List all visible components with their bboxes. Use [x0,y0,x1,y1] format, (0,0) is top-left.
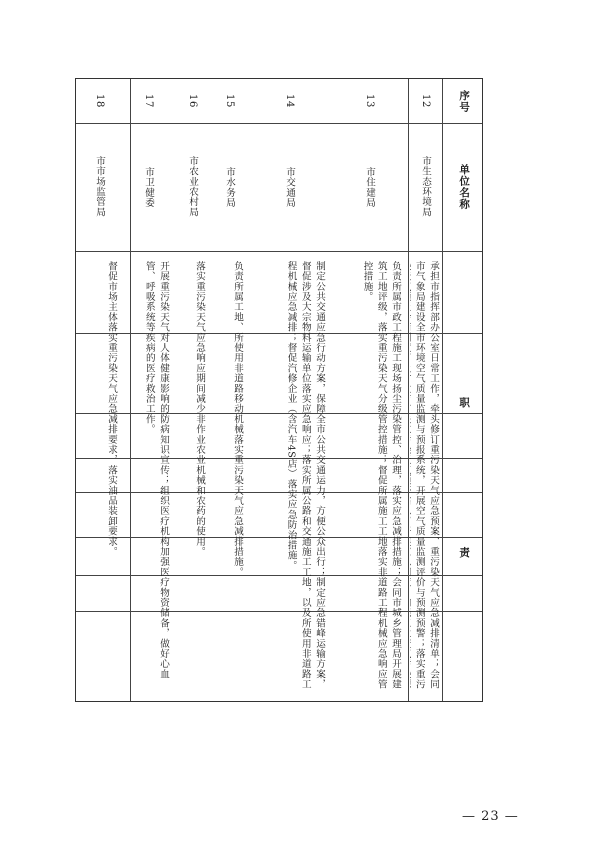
row-14-seq: 14 [284,94,296,108]
page-number: — 23 — [462,809,519,824]
header-seq: 序号 [458,89,471,113]
row-17-seq: 17 [143,94,155,108]
row-15-unit: 市水务局 [224,166,236,208]
row-17-unit: 市卫健委 [143,166,155,208]
duty-table-lower [75,78,483,702]
row-15-duty: 负责所属工地、所使用非道路移动机械落实重污染天气应急减排措施。 [232,261,243,578]
row-12-seq: 12 [420,94,432,108]
row-12-duty: 承担市指挥部办公室日常工作，牵头修订重污染天气应急预案、重污染天气应急减排清单；会同市气象局建设全市环境空气质量监测与预报系统，开展空气质量监测评价与预测预警；落实重污 [413,261,439,690]
row-18-seq: 18 [94,94,106,108]
row-17-duty: 开展重污染天气对人体健康影响的防病知识宣传；组织医疗机构加强医疗物资储备，做好心血管、呼吸系统等疾病的医疗救治工作。 [143,261,169,680]
row-14-unit: 市交通局 [284,166,296,208]
header-unit: 单位名称 [458,164,471,210]
row-13-unit: 市住建局 [364,166,376,208]
header-duty-char-1: 职 [458,396,471,407]
row-14-duty: 制定公共交通应急行动方案，保障全市公共交通运力，方便公众出行；制定应急错峰运输方案，督促涉及大宗物料运输单位落实应急响应；落实所属公路和交通施工工地，以及所使用非道路工程机械应急减排；督促汽修企业（含汽车4S店）落实应急防治措施。 [285,261,325,690]
row-16-duty: 落实重污染天气应急响应期间减少非作业农业机械和农药的使用。 [194,261,205,557]
row-18-unit: 市市场监管局 [94,156,106,218]
row-12-unit: 市生态环境局 [420,156,432,218]
header-duty-char-2: 责 [458,547,471,558]
row-15-seq: 15 [224,94,236,108]
row-13-seq: 13 [364,94,376,108]
row-18-duty: 督促市场主体落实重污染天气应急减排要求，落实油品装卸要求。 [106,261,117,557]
row-13-duty: 负责所属市政工程施工现场扬尘污染管控、治理，落实应急减排措施；会同市城乡管理局开展建筑工地评级，落实重污染天气分级管控措施；督促所属施工工地落实非道路工程机械应急响应管控措施。 [361,261,401,690]
row-16-unit: 市农业农村局 [187,156,199,218]
row-16-seq: 16 [187,94,199,108]
